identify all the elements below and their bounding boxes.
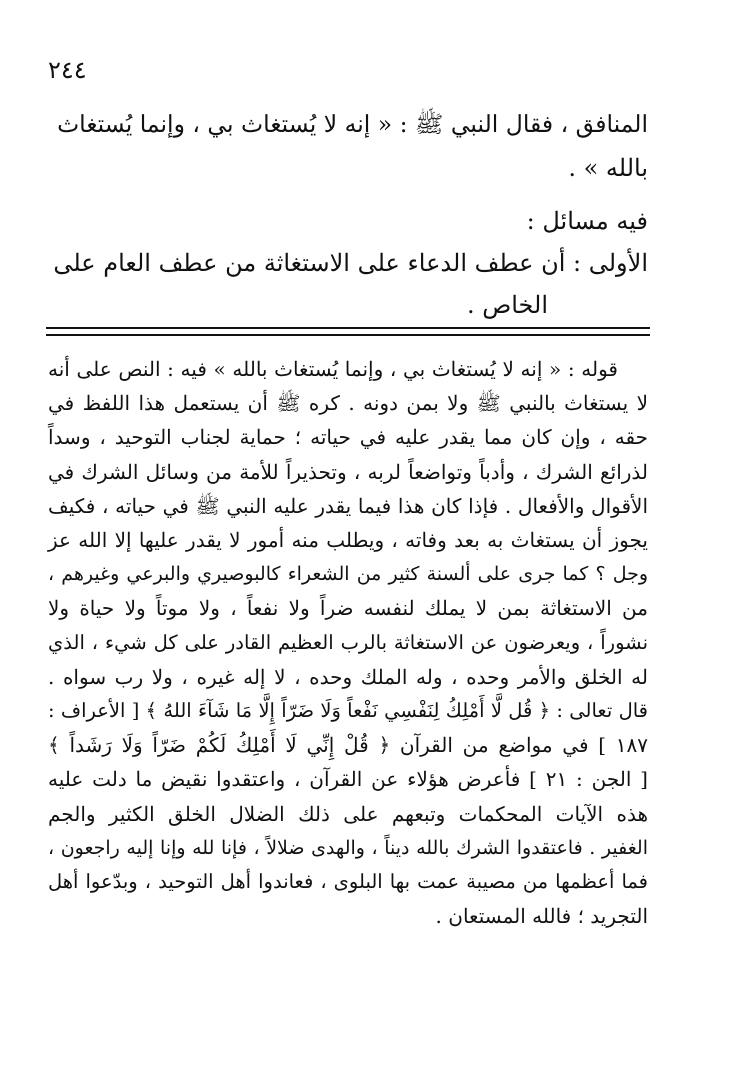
commentary-line: نشوراً ، ويعرضون عن الاستغاثة بالرب العظيم القادر على كل شيء ، الذي (48, 630, 648, 654)
commentary-line: قوله : « إنه لا يُستغاث بي ، وإنما يُستغاث بالله » فيه : النص على أنه (48, 357, 618, 381)
commentary-line: فما أعظمها من مصيبة عمت بها البلوى ، فعاندوا أهل التوحيد ، وبدّعوا أهل (48, 870, 648, 894)
commentary-line: من الاستغاثة بمن لا يملك لنفسه ضراً ولا نفعاً ، ولا موتاً ولا حياة ولا (48, 596, 648, 621)
commentary-line: ١٨٧ ] في مواضع من القرآن ﴿ قُلْ إِنِّي لَا أَمْلِكُ لَكُمْ ضَرّاً وَلَا رَشَداً ﴾ (48, 733, 648, 758)
commentary-line: يجوز أن يستغاث به بعد وفاته ، ويطلب منه أمور لا يقدر عليها إلا الله عز (48, 528, 648, 553)
hadith-line: بالله » . (568, 154, 648, 182)
page-number: ٢٤٤ (48, 56, 87, 84)
commentary-line: التجريد ؛ فالله المستعان . (435, 904, 648, 929)
commentary (48, 352, 648, 933)
commentary-line: وجل ؟ كما جرى على ألسنة كثير من الشعراء كالبوصيري والبرعي وغيرهم ، (48, 563, 648, 586)
hadith-line: المنافق ، فقال النبي ﷺ : « إنه لا يُستغاث بي ، وإنما يُستغاث (57, 110, 648, 138)
commentary-line: الغفير . فاعتقدوا الشرك بالله ديناً ، والهدى ضلالاً ، فإنا لله وإنا إليه راجعون ، (48, 836, 648, 859)
first-issue-line: الخاص . (466, 291, 548, 319)
issues-heading: فيه مسائل : (526, 207, 648, 235)
section-divider (46, 327, 650, 329)
commentary-line: [ الجن : ٢١ ] فأعرض هؤلاء عن القرآن ، واعتقدوا نقيض ما دلت عليه (48, 767, 648, 792)
section-divider (46, 334, 650, 336)
commentary-line: لذرائع الشرك ، وأدباً وتواضعاً لربه ، وتحذيراً للأمة من وسائل الشرك في (48, 459, 648, 484)
commentary-line: حقه ، وإن كان مما يقدر عليه في حياته ؛ حماية لجناب التوحيد ، وسداً (48, 425, 648, 450)
hadith-text (48, 102, 648, 190)
first-issue (48, 242, 648, 326)
issues-section (48, 200, 648, 326)
commentary-line: هذه الآيات المحكمات وتبعهم على ذلك الضلال الخلق الكثير والجم (48, 801, 648, 826)
commentary-line: الأقوال والأفعال . فإذا كان هذا فيما يقدر عليه النبي ﷺ في حياته ، فكيف (48, 493, 648, 518)
book-page (48, 0, 648, 1070)
commentary-line: قال تعالى : ﴿ قُل لَّا أَمْلِكُ لِنَفْسِي نَفْعاً وَلَا ضَرّاً إِلَّا مَا شَآءَ اللهُ ﴾ [ الأعراف : (48, 699, 648, 723)
commentary-line: له الخلق والأمر وحده ، وله الملك وحده ، لا إله غيره ، ولا رب سواه . (48, 664, 648, 689)
first-issue-line: الأولى : أن عطف الدعاء على الاستغاثة من عطف العام على (53, 249, 648, 277)
commentary-line: لا يستغاث بالنبي ﷺ ولا بمن دونه . كره ﷺ أن يستعمل هذا اللفظ في (48, 391, 648, 416)
